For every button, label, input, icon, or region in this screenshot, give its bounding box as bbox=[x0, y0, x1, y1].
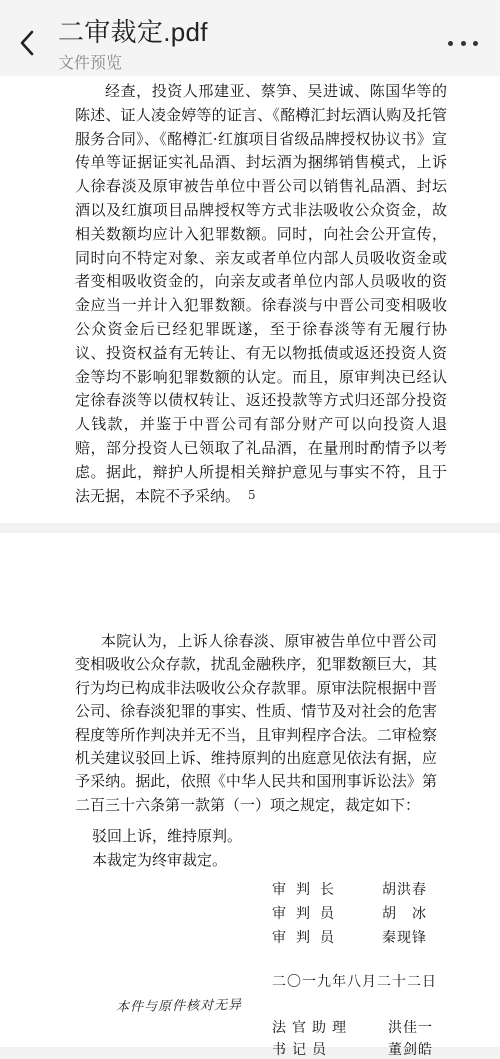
page-number: 5 bbox=[248, 488, 256, 502]
judge-name: 胡 冰 bbox=[382, 906, 427, 922]
more-dots-icon bbox=[461, 41, 466, 46]
clerk-role: 书记员 bbox=[272, 1042, 332, 1058]
file-subtitle: 文件预览 bbox=[58, 53, 123, 72]
judge-role: 审判员 bbox=[272, 930, 344, 946]
clerk-row bbox=[0, 1017, 500, 1037]
clerk-row bbox=[0, 1039, 500, 1058]
evidence-paragraph: 经查，投资人邢建亚、蔡笋、吴进诚、陈国华等的陈述、证人凌金婷等的证言、《酩樽汇封坛酒认购及托管服务合同》、《酩樽汇·红旗项目省级品牌授权协议书》宣传单等证据证实礼品酒、封坛酒为捆绑销售模式，上诉人徐春淡及原审被告单位中晋公司以销售礼品酒、封坛酒以及红旗项目品牌授权等方式非法吸收公众资金，故相关数额均应计入犯罪数额。同时，向社会公开宣传，同时向不特定对象、亲友或者单位内部人员吸收资金或者变相吸收资金的，向亲友或者单位内部人员吸收的资金应当一并计入犯罪数额。徐春淡与中晋公司变相吸收公众资金后已经犯罪既遂，至于徐春淡等有无履行协议、投资权益有无转让、有无以物抵债或返还投资人资金等均不影响犯罪数额的认定。而且，原审判决已经认定徐春淡等以债权转让、返还投款等方式归还部分投资人钱款，并鉴于中晋公司有部分财产可以向投资人退赔，部分投资人已领取了礼品酒，在量刑时酌情予以考虑。据此，辩护人所提相关辩护意见与事实不符，且于法无据，本院不予采纳。 bbox=[75, 82, 447, 505]
ruling-date: 二〇一九年八月二十二日 bbox=[272, 974, 437, 990]
judge-role: 审判员 bbox=[272, 906, 344, 922]
more-dots-icon bbox=[448, 41, 453, 46]
back-button[interactable] bbox=[12, 26, 42, 60]
judge-row bbox=[0, 903, 500, 923]
verification-stamp: 本件与原件核对无异 bbox=[115, 997, 243, 1016]
judge-role: 审判长 bbox=[272, 882, 344, 898]
pdf-page-5 bbox=[0, 76, 500, 523]
more-dots-icon bbox=[473, 41, 478, 46]
top-bar bbox=[0, 0, 500, 76]
clerk-name: 董剑皓 bbox=[388, 1042, 433, 1058]
judge-name: 秦现锋 bbox=[382, 930, 427, 946]
clerk-role: 法官助理 bbox=[272, 1020, 352, 1036]
file-title: 二审裁定.pdf bbox=[58, 17, 208, 47]
ruling-text: 驳回上诉，维持原判。 bbox=[92, 827, 243, 845]
judge-row bbox=[0, 927, 500, 947]
final-ruling-text: 本裁定为终审裁定。 bbox=[92, 851, 228, 869]
more-options-button[interactable] bbox=[448, 36, 478, 50]
chevron-left-icon bbox=[19, 30, 35, 56]
clerk-name: 洪佳一 bbox=[388, 1020, 433, 1036]
court-opinion-paragraph: 本院认为，上诉人徐春淡、原审被告单位中晋公司变相吸收公众存款，扰乱金融秩序，犯罪数额巨大，其行为均已构成非法吸收公众存款罪。原审法院根据中晋公司、徐春淡犯罪的事实、性质、情节及对社会的危害程度等所作判决并无不当，且审判程序合法。二审检察机关建议驳回上诉、维持原判的出庭意见依法有据，应予采纳。据此，依照《中华人民共和国刑事诉讼法》第二百三十六条第一款第（一）项之规定，裁定如下： bbox=[75, 632, 437, 814]
judge-row bbox=[0, 879, 500, 899]
pdf-page-6 bbox=[0, 533, 500, 1058]
judge-name: 胡洪春 bbox=[382, 882, 427, 898]
